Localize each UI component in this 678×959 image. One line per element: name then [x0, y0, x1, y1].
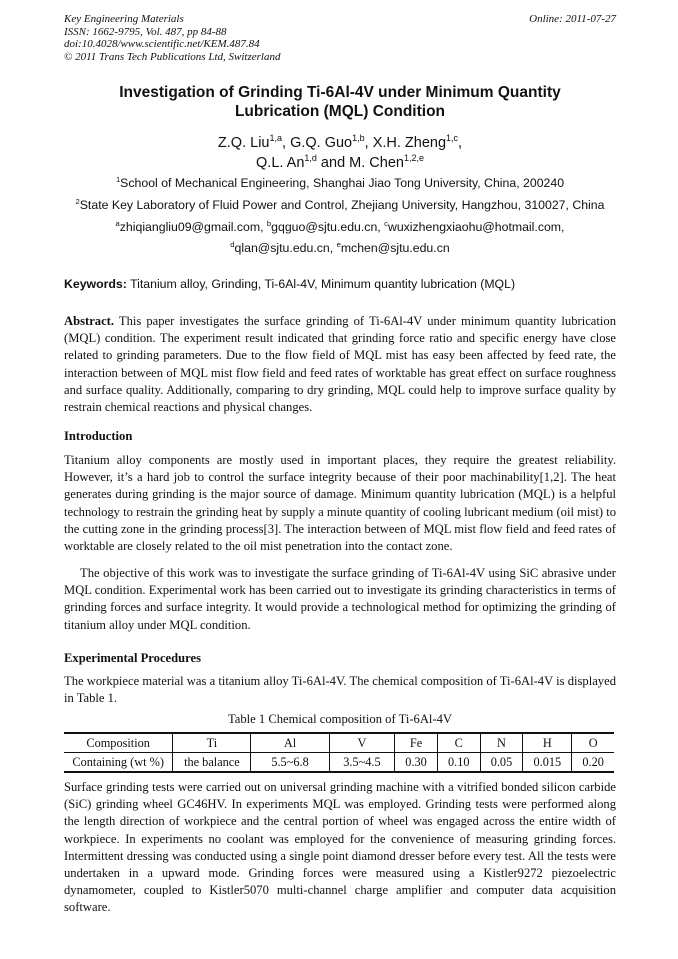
introduction-paragraph-1: Titanium alloy components are mostly used in important places, they require the greatest reliability. However, it’s a hard job to control the surface integrity because of their poor machinability[1,2]. The heat generates during grinding is the major source of damage. Minimum quantity lubrication (MQL) is a helpful technology to restrain the grinding heat by supply a minute quantity of cooling lubricant medium (oil mist) to the cutting zone in the grinding process[3]. The interaction between of MQL mist flow field and feed rates of worktable are closely related to the oil mist penetration into the contact zone.: [64, 453, 616, 554]
author-affil-sup: 1,b: [352, 133, 365, 144]
author-name: Q.L. An: [256, 154, 305, 171]
table-cell: 0.30: [395, 753, 438, 773]
abstract-paragraph: [64, 313, 616, 416]
author-name: M. Chen: [349, 154, 404, 171]
affiliation-2: [40, 198, 640, 213]
author-separator: ,: [458, 135, 463, 151]
email-line-2: [40, 241, 640, 256]
author-separator: ,: [364, 135, 373, 151]
running-header: [64, 13, 616, 63]
abstract-label: Abstract.: [64, 314, 115, 328]
title-line-1: Investigation of Grinding Ti-6Al-4V under Minimum Quantity: [119, 84, 561, 101]
paper-title: [64, 83, 616, 121]
composition-table: [64, 732, 614, 773]
table-cell: the balance: [173, 753, 251, 773]
table-cell: 0.015: [523, 753, 572, 773]
issn-line: ISSN: 1662-9795, Vol. 487, pp 84-88: [64, 25, 227, 38]
abstract-text: This paper investigates the surface grinding of Ti-6Al-4V under minimum quantity lubrication (MQL) condition. The experiment result indicated that grinding force ratio and specific energy have close related to grinding parameters. Due to the flow field of MQL mist has easy been affected by feed rate, the interaction between of MQL mist flow field and feed rates of worktable has great effect on surface roughness and surface quality. Additionally, comparing to dry grinding, MQL could help to improve surface quality by restrain chemical reactions and physical changes.: [64, 314, 616, 415]
author-list: [64, 134, 616, 173]
author-affil-sup: 1,2,e: [403, 152, 424, 163]
author-affil-sup: 1,c: [446, 133, 459, 144]
email-sup: e: [336, 239, 341, 249]
table-header-cell: N: [480, 733, 523, 753]
author-separator: and: [316, 154, 350, 171]
affiliation-sup: 1: [115, 174, 121, 184]
author-name: X.H. Zheng: [372, 135, 447, 151]
table-cell: 0.10: [437, 753, 480, 773]
journal-name: Key Engineering Materials: [64, 13, 184, 25]
table-header-row: [64, 733, 614, 753]
table-header-cell: Composition: [64, 733, 173, 753]
experimental-heading: Experimental Procedures: [64, 651, 201, 665]
email-sup: a: [115, 218, 120, 228]
email-sup: b: [266, 218, 272, 228]
doi-line: doi:10.4028/www.scientific.net/KEM.487.84: [64, 38, 260, 50]
table-header-cell: H: [523, 733, 572, 753]
affiliation-text: State Key Laboratory of Fluid Power and Control, Zhejiang University, Hangzhou, 310027, China: [79, 198, 605, 212]
title-line-2: Lubrication (MQL) Condition: [234, 103, 446, 120]
email-link[interactable]: qlan@sjtu.edu.cn,: [234, 241, 337, 255]
table-cell: Containing (wt %): [64, 753, 173, 773]
table-header-cell: Fe: [395, 733, 438, 753]
email-link[interactable]: mchen@sjtu.edu.cn: [340, 241, 450, 255]
email-sup: d: [230, 239, 235, 249]
table-header-cell: V: [329, 733, 395, 753]
table-header-cell: O: [588, 735, 598, 750]
affiliation-sup: 2: [75, 196, 80, 206]
author-separator: ,: [282, 135, 291, 151]
table-row: [64, 753, 614, 773]
author-name: G.Q. Guo: [290, 135, 353, 151]
table-header-cell: Ti: [173, 733, 251, 753]
author-affil-sup: 1,d: [304, 152, 317, 163]
introduction-heading: Introduction: [64, 429, 133, 443]
email-link[interactable]: zhiqiangliu09@gmail.com,: [119, 220, 267, 234]
table-cell: 0.20: [582, 754, 604, 769]
copyright-line: © 2011 Trans Tech Publications Ltd, Switzerland: [64, 50, 281, 63]
keywords-text: Titanium alloy, Grinding, Ti-6Al-4V, Minimum quantity lubrication (MQL): [126, 277, 516, 291]
introduction-paragraph-2: The objective of this work was to investigate the surface grinding of Ti-6Al-4V using SiC abrasive under MQL condition. Experimental work has been carried out to investigate its grinding characteristics in terms of grinding forces and surface integrity. It would provide a technological method for optimizing the grinding of titanium alloy under MQL condition.: [64, 566, 616, 632]
table-caption: Table 1 Chemical composition of Ti-6Al-4V: [227, 712, 453, 726]
table-cell: 5.5~6.8: [251, 753, 329, 773]
keywords-label: Keywords:: [64, 277, 127, 291]
email-sup: c: [384, 218, 388, 228]
author-line-2: [64, 154, 616, 174]
experimental-paragraph-2: Surface grinding tests were carried out on universal grinding machine with a vitrified bonded silicon carbide (SiC) grinding wheel GC46HV. In experiments MQL was employed. Grinding tests were performed along the length direction of workpiece and the central portion of wheel was engaged across the entire width of workpiece. In experiments no coolant was employed for the convenience of measuring grinding forces. Intermittent dressing was conducted using a single point diamond dresser before every test. All the tests were undertaken in a upward mode. Grinding forces were measured using a Kistler9272 piezoelectric dynamometer, coupled to Kistler5070 multi-channel charge amplifier and computer data acquisition software.: [64, 780, 616, 915]
table-cell: 0.05: [480, 753, 523, 773]
table-header-cell: Al: [251, 733, 329, 753]
email-link[interactable]: gqguo@sjtu.edu.cn,: [271, 220, 385, 234]
online-date: Online: 2011-07-27: [529, 13, 616, 25]
table-cell: 3.5~4.5: [329, 753, 395, 773]
author-line-1: [64, 134, 616, 154]
affiliation-1: [40, 176, 640, 191]
author-affil-sup: 1,a: [269, 133, 282, 144]
author-name: Z.Q. Liu: [217, 135, 270, 151]
email-line-1: [40, 220, 640, 235]
keywords-line: [64, 277, 616, 291]
table-header-cell: C: [437, 733, 480, 753]
experimental-paragraph-1: The workpiece material was a titanium alloy Ti-6Al-4V. The chemical composition of Ti-6Al-4V is displayed in Table 1.: [64, 674, 616, 706]
affiliation-text: School of Mechanical Engineering, Shanghai Jiao Tong University, China, 200240: [120, 176, 565, 190]
email-link[interactable]: wuxizhengxiaohu@hotmail.com,: [387, 220, 565, 234]
